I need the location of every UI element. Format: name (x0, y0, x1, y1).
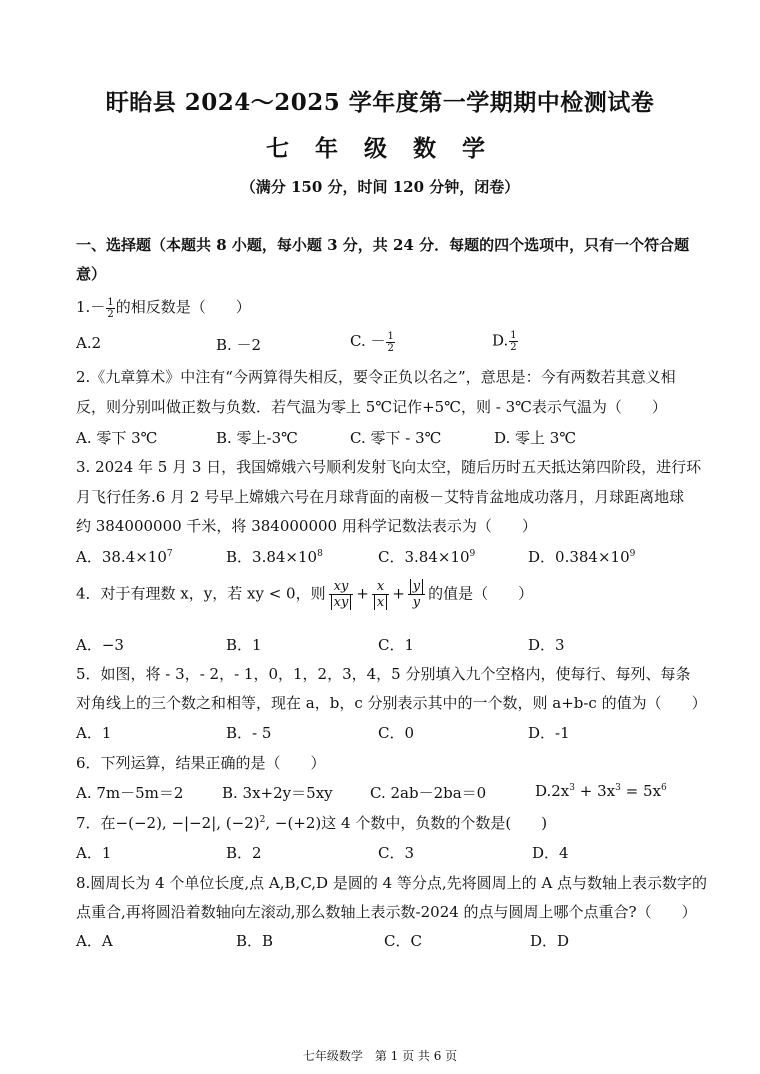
q6-d-part-2: + 3x (575, 782, 616, 800)
q7-exp-1: 2 (259, 815, 266, 825)
q1-option-d (492, 330, 519, 353)
q4-prefix: 4．对于有理数 x，y，若 xy < 0，则 (76, 584, 326, 603)
question-2-line-2: 反，则分别叫做正数与负数．若气温为零上 5℃记作+5℃，则 - 3℃表示气温为（ ） (76, 398, 667, 416)
q3-c-base: C．3.84×10 (378, 548, 470, 566)
q4-option-d: D．3 (528, 636, 565, 654)
q4-f2-den-wrap (372, 595, 389, 610)
q4-op-1: + (356, 584, 369, 603)
q1-fraction (106, 297, 114, 320)
q1-c-num: 1 (387, 330, 394, 342)
q3-d-exp: 9 (629, 549, 636, 559)
q4-option-c: C．1 (378, 636, 415, 654)
q4-option-b: B．1 (226, 636, 262, 654)
question-7 (76, 812, 547, 833)
q3-a-exp: 7 (166, 549, 173, 559)
question-3-line-1: 3. 2024 年 5 月 3 日，我国嫦娥六号顺利发射飞向太空，随后历时五天抵达第四阶段，进行环 (76, 458, 702, 476)
q1-option-b: B. －2 (216, 336, 262, 354)
q4-f2-den: x (374, 595, 387, 610)
q3-c-exp: 9 (469, 549, 476, 559)
q2-option-c: C. 零下 - 3℃ (350, 429, 442, 447)
q7-option-b: B．2 (226, 844, 262, 862)
q6-option-c: C. 2ab－2ba＝0 (370, 784, 487, 802)
q6-d-exp-2: 3 (615, 783, 621, 793)
q6-option-a: A. 7m－5m＝2 (76, 784, 184, 802)
q3-option-b (226, 546, 323, 567)
q3-option-d (528, 546, 635, 567)
q1-d-num: 1 (510, 330, 517, 341)
q3-option-c (378, 546, 475, 567)
q4-fraction-3 (408, 579, 425, 610)
q4-suffix: 的值是（ ） (428, 584, 534, 603)
q2-option-b: B. 零上-3℃ (216, 429, 298, 447)
q4-f1-num: xy (329, 579, 354, 595)
q8-option-a: A．A (76, 932, 113, 950)
question-3-line-3: 约 384000000 千米，将 384000000 用科学记数法表示为（ ） (76, 517, 537, 535)
q3-b-base: B．3.84×10 (226, 548, 318, 566)
exam-title: 盱眙县 2024～2025 学年度第一学期期中检测试卷 (105, 89, 655, 116)
q6-d-part-1: D.2x (535, 782, 570, 800)
q1-option-c (350, 330, 396, 354)
q4-fraction-2 (372, 579, 389, 610)
q6-d-exp-1: 3 (569, 783, 575, 793)
q4-f1-den-wrap (329, 595, 354, 610)
q4-f3-num-wrap (408, 579, 425, 595)
q3-option-a (76, 546, 173, 567)
q5-option-d: D．-1 (528, 724, 570, 742)
question-3-line-2: 月飞行任务.6 月 2 号早上嫦娥六号在月球背面的南极－艾特肯盆地成功落月，月球距离地球 (76, 488, 685, 506)
q5-option-a: A．1 (76, 724, 112, 742)
q1-c-prefix: C. － (350, 332, 386, 350)
q1-suffix: 的相反数是（ ） (115, 298, 251, 316)
q1-c-den: 2 (387, 342, 394, 354)
question-1 (76, 296, 251, 320)
q1-d-prefix: D. (492, 331, 509, 350)
q7-option-c: C．3 (378, 844, 415, 862)
q4-option-a: A．−3 (76, 636, 124, 654)
q1-c-fraction (386, 331, 394, 354)
q2-option-a: A. 零下 3℃ (76, 429, 158, 447)
q1-d-den: 2 (510, 342, 517, 353)
section-heading: 一、选择题（本题共 8 小题，每小题 3 分，共 24 分．每题的四个选项中，只有一个符合题 (76, 236, 690, 254)
q4-op-2: + (392, 584, 405, 603)
q2-option-d: D. 零上 3℃ (494, 429, 577, 447)
q4-f1-den: xy (331, 595, 352, 610)
q5-option-b: B．- 5 (226, 724, 272, 742)
q1-frac-den: 2 (107, 308, 114, 320)
q4-fraction-1 (329, 579, 354, 610)
exam-subject: 七 年 级 数 学 (265, 135, 495, 162)
q6-d-part-3: = 5x (620, 782, 661, 800)
question-8-line-1: 8.圆周长为 4 个单位长度,点 A,B,C,D 是圆的 4 等分点,先将圆周上的 A 点与数轴上表示数字的 (76, 874, 708, 892)
q3-d-base: D．0.384×10 (528, 548, 630, 566)
page-footer: 七年级数学 第 1 页 共 6 页 (302, 1049, 458, 1063)
q3-b-exp: 8 (317, 549, 323, 559)
q7-part-2: , −(+2)这 4 个数中，负数的个数是( ) (265, 814, 548, 832)
q1-frac-num: 1 (107, 296, 114, 308)
q8-option-c: C．C (384, 932, 422, 950)
question-5-line-1: 5．如图，将 - 3，- 2，- 1，0，1，2，3，4，5 分别填入九个空格内，使每行、每列、每条 (76, 665, 691, 683)
q8-option-d: D．D (530, 932, 570, 950)
question-8-line-2: 点重合,再将圆沿着数轴向左滚动,那么数轴上表示数-2024 的点与圆周上哪个点重合?（ ） (76, 903, 697, 921)
q5-option-c: C．0 (378, 724, 415, 742)
question-4 (76, 579, 533, 610)
q8-option-b: B．B (236, 932, 274, 950)
q1-option-a: A.2 (76, 334, 102, 352)
q7-option-a: A．1 (76, 844, 112, 862)
q6-option-d (535, 782, 667, 800)
q6-d-exp-3: 6 (660, 783, 667, 793)
question-6: 6．下列运算，结果正确的是（ ） (76, 754, 326, 772)
exam-meta: （满分 150 分，时间 120 分钟，闭卷） (240, 178, 520, 196)
question-5-line-2: 对角线上的三个数之和相等，现在 a，b，c 分别表示其中的一个数，则 a+b-c 的值为（ ） (76, 694, 707, 712)
q4-f3-den: y (412, 595, 421, 610)
section-heading-cont: 意） (76, 265, 107, 283)
q1-prefix: 1.－ (76, 298, 106, 316)
q4-f2-num: x (372, 579, 389, 595)
q3-a-base: A．38.4×10 (76, 548, 167, 566)
q7-option-d: D．4 (532, 844, 569, 862)
q1-d-fraction (509, 330, 517, 353)
q7-part-1: 7．在−(−2), −|−2|, (−2) (76, 814, 260, 832)
q4-f3-num: y (410, 579, 423, 594)
question-2-line-1: 2.《九章算术》中注有“今两算得失相反，要令正负以名之”，意思是：今有两数若其意义相 (76, 368, 676, 386)
q6-option-b: B. 3x+2y＝5xy (222, 784, 333, 802)
